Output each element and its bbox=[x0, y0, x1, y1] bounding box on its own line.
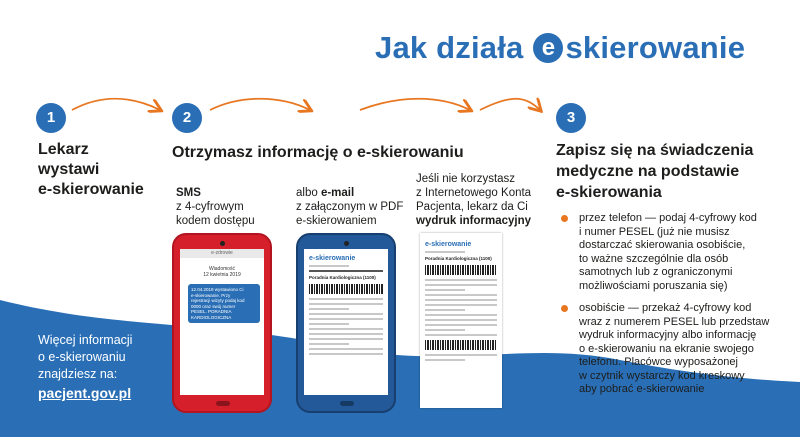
list-item: przez telefon — podaj 4-cyfrowy kod i numer PESEL (już nie musisz dostarczać skierowania osobiście, to ważne szczególnie dla osób samotnych lub z ograniczonymi możliwościami poruszania się) bbox=[558, 212, 788, 293]
pacjent-gov-link[interactable]: pacjent.gov.pl bbox=[38, 385, 132, 401]
arrow-2-3c bbox=[480, 99, 540, 110]
option-print: Jeśli nie korzystasz z Internetowego Konta Pacjenta, lekarz da Ci wydruk informacyjny bbox=[416, 173, 532, 227]
camera-icon bbox=[344, 241, 349, 246]
email-phone-illustration bbox=[296, 233, 396, 413]
sms-message: 12.04.2019 wystawiono Ci e-skierowanie. Przy rejestracji wizyty podaj kod 0000 oraz swój numer PESEL. PORADNIA KARDIOLOGICZNA bbox=[188, 284, 260, 323]
step-3-heading: Zapisz się na świadczenia medyczne na podstawie e-skierowania bbox=[556, 142, 754, 201]
camera-icon bbox=[220, 241, 225, 246]
e-logo-icon: e bbox=[533, 33, 563, 63]
barcode-icon bbox=[425, 340, 497, 350]
list-item: osobiście — przekaż 4-cyfrowy kod wraz z numerem PESEL lub przedstaw wydruk informacyjny albo informację o e-skierowaniu na ekranie swojego telefonu. Placówce wyposażonej w czytnik wystarczy kod kreskowy aby pobrać e-skierowanie bbox=[558, 302, 788, 397]
step-2-badge: 2 bbox=[172, 103, 202, 133]
barcode-icon bbox=[309, 284, 383, 294]
step-2-heading: Otrzymasz informację o e-skierowaniu bbox=[172, 144, 464, 161]
step-1-heading: Lekarz wystawi e-skierowanie bbox=[38, 141, 144, 198]
sms-phone-illustration bbox=[172, 233, 272, 413]
bullet-icon bbox=[561, 305, 568, 312]
option-email: albo e-mail z załączonym w PDF e-skierowaniem bbox=[296, 187, 404, 227]
step-arrows bbox=[0, 0, 800, 140]
bullet-icon bbox=[561, 215, 568, 222]
printout-illustration: e-skierowanie Poradnia Kardiologiczna (1100) bbox=[420, 233, 502, 408]
page-title: Jak działa e skierowanie bbox=[375, 30, 746, 65]
home-button-icon bbox=[216, 401, 230, 406]
step-3-badge: 3 bbox=[556, 103, 586, 133]
arrow-2-3a bbox=[210, 99, 310, 110]
home-button-icon bbox=[340, 401, 354, 406]
more-info: Więcej informacji o e-skierowaniu znajdziesz na: pacjent.gov.pl bbox=[38, 333, 133, 401]
step-1-badge: 1 bbox=[36, 103, 66, 133]
step-3-options bbox=[558, 212, 788, 406]
pdf-screen: e-skierowanie Poradnia Kardiologiczna (1100) bbox=[304, 249, 388, 395]
arrow-1-2 bbox=[72, 99, 160, 110]
arrow-2-3b bbox=[360, 99, 470, 110]
barcode-icon bbox=[425, 265, 497, 275]
option-sms: SMS z 4-cyfrowym kodem dostępu bbox=[176, 187, 255, 227]
sms-screen: e-zdrowie Wiadomość 12 kwietnia 2019 12.04.2019 wystawiono Ci e-skierowanie. Przy rejestracji wizyty podaj kod 0000 oraz swój numer PESEL. PORADNIA KARDIOLOGICZNA bbox=[180, 249, 264, 395]
